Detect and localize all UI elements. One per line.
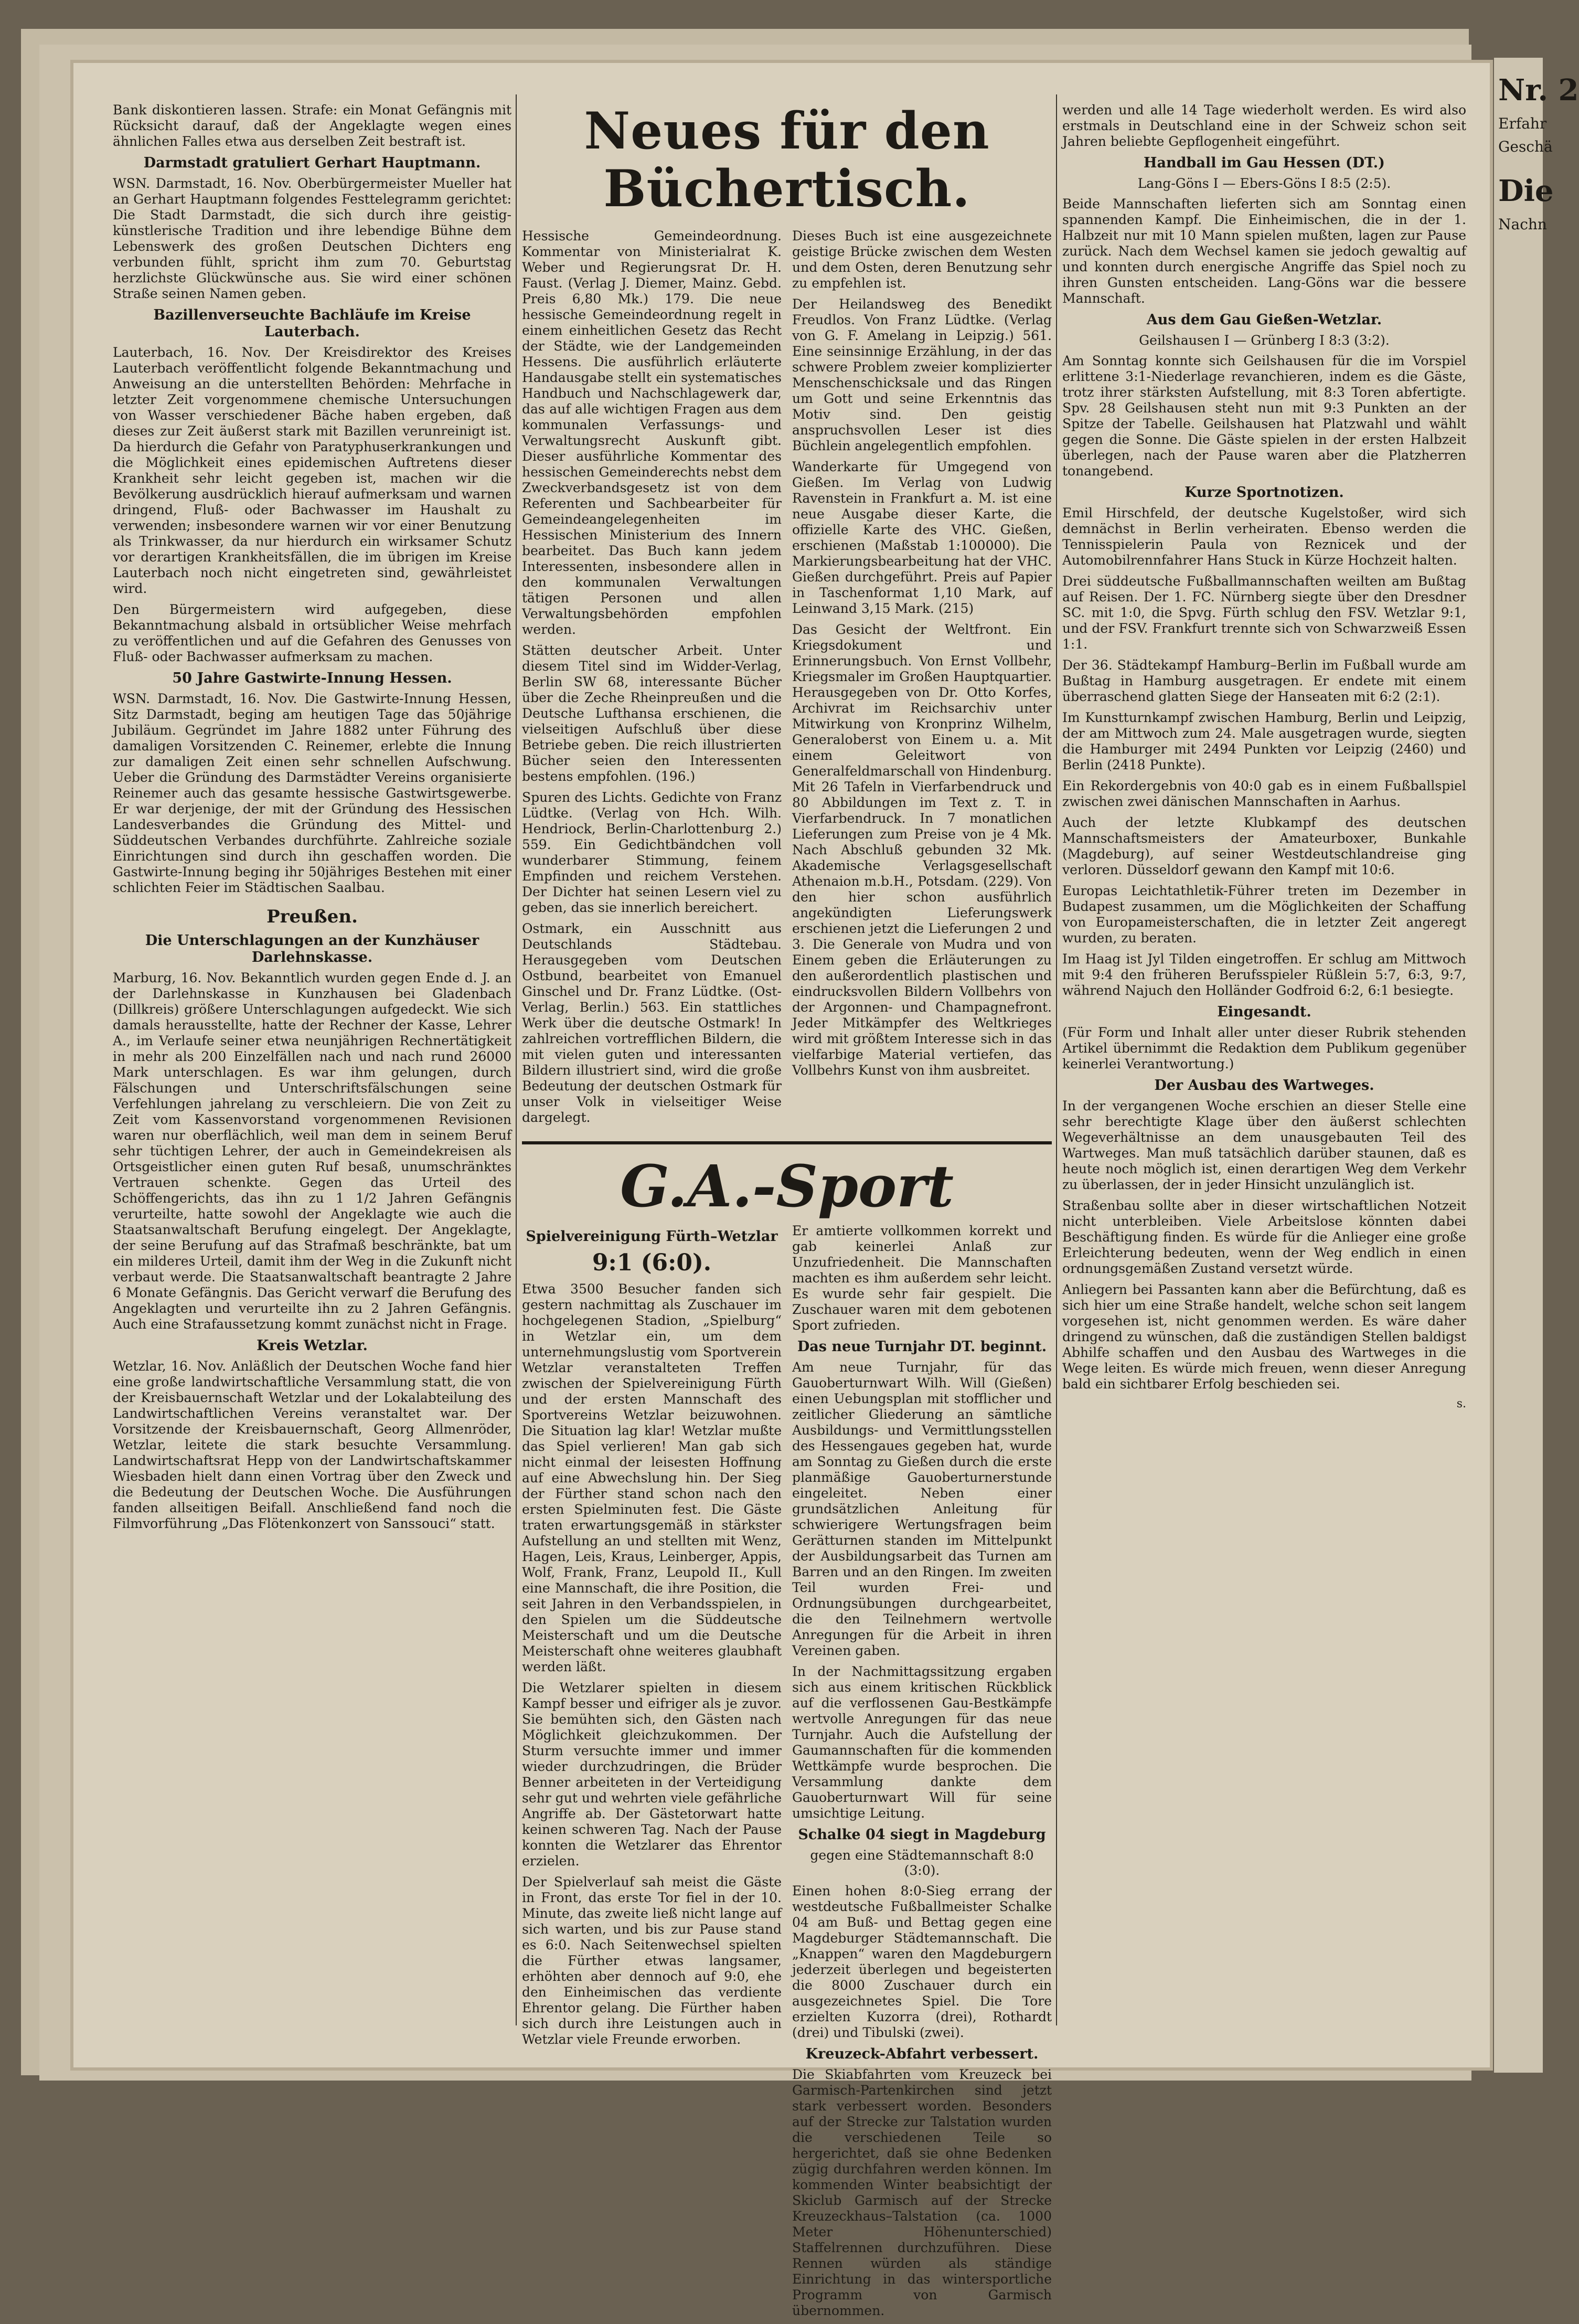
article-text: Er amtierte vollkommen korrekt und gab keinerlei Anlaß zur Unzufriedenheit. Die Mannschaften machten es ihm außerdem sehr leicht. Es wurde sehr fair gespielt. Die Zuschauer waren mit dem gebotenen Sport zufrieden. <box>792 1223 1052 1333</box>
article-heading: Spielvereinigung Fürth–Wetzlar <box>526 1228 778 1245</box>
book-review: Dieses Buch ist eine ausgezeichnete geistige Brücke zwischen dem Westen und dem Osten, deren Benutzung sehr zu empfehlen ist. <box>792 228 1052 291</box>
article-heading: Eingesandt. <box>1217 1004 1311 1020</box>
column-center <box>522 102 1052 2324</box>
sport-note: Im Kunstturnkampf zwischen Hamburg, Berlin und Leipzig, der am Mittwoch zum 24. Male ausgetragen wurde, siegten die Hamburger mit 2494 Punkten vor Leipzig (2460) und Berlin (2418 Punkte). <box>1062 710 1466 772</box>
match-result: Lang-Göns I — Ebers-Göns I 8:5 (2:5). <box>1137 176 1391 191</box>
next-page-fragment: Nachn <box>1498 216 1547 233</box>
article-text: Einen hohen 8:0-Sieg errang der westdeutsche Fußballmeister Schalke 04 am Buß- und Bettag gegen eine Magdeburger Städtemannschaft. Die „Knappen“ waren den Magdeburgern jederzeit überlegen und begeisterten die 8000 Zuschauer durch ein ausgezeichnetes Spiel. Die Tore erzielten Kuzorra (drei), Rothardt (drei) und Tibulski (zwei). <box>792 1883 1052 2040</box>
newspaper-page <box>73 63 1490 2318</box>
sport-note: Ein Rekordergebnis von 40:0 gab es in einem Fußballspiel zwischen zwei dänischen Mannschaften in Aarhus. <box>1062 778 1466 809</box>
article-heading: 50 Jahre Gastwirte-Innung Hessen. <box>172 670 452 686</box>
article-text: Am neue Turnjahr, für das Gauoberturnwart Wilh. Will (Gießen) einen Uebungsplan mit stofflicher und zeitlicher Gliederung an sämtliche Ausbildungs- und Vermittlungsstellen des Hessengaues gegeben hat, wurde am Sonntag zu Gießen durch die erste planmäßige Gauoberturnerstunde eingeleitet. Neben einer grundsätzlichen Anleitung für schwierigere Wertungsfragen beim Gerätturnen standen im Mittelpunkt der Ausbildungsarbeit das Turnen am Barren und an den Ringen. Im zweiten Teil wurden Frei- und Ordnungsübungen durchgearbeitet, die den Teilnehmern wertvolle Anregungen für die Arbeit in ihren Vereinen gaben. <box>792 1360 1052 1658</box>
match-result: gegen eine Städtemannschaft 8:0 (3:0). <box>810 1848 1034 1878</box>
editorial-note: (Für Form und Inhalt aller unter dieser Rubrik stehenden Artikel übernimmt die Redaktion dem Publikum gegenüber keinerlei Verantwortung.) <box>1062 1025 1466 1071</box>
book-review-columns <box>522 228 1052 1131</box>
next-page-fragment: Die <box>1498 174 1554 208</box>
article-text: Die Skiabfahrten vom Kreuzeck bei Garmisch-Partenkirchen sind jetzt stark verbessert worden. Besonders auf der Strecke zur Talstation wurden die verschiedenen Teile so hergerichtet, daß sie ohne Bedenken zügig durchfahren werden können. Im kommenden Winter beabsichtigt der Skiclub Garmisch auf der Strecke Kreuzeckhaus–Talstation (ca. 1000 Meter Höhenunterschied) Staffelrennen durchzuführen. Diese Rennen würden als ständige Einrichtung in das wintersportliche Programm von Garmisch übernommen. <box>792 2067 1052 2318</box>
book-review-col-b <box>792 228 1052 1131</box>
book-review: Stätten deutscher Arbeit. Unter diesem Titel sind im Widder-Verlag, Berlin SW 68, interessante Bücher über die Zeche Rheinpreußen und die Deutsche Lufthansa erschienen, die vielseitigen Aufschluß über diese Betriebe geben. Die reich illustrierten Bücher seien den Interessenten bestens empfohlen. (196.) <box>522 643 782 784</box>
sport-col-b <box>792 1223 1052 2324</box>
article-heading: Darmstadt gratuliert Gerhart Hauptmann. <box>143 155 481 171</box>
sport-note: Der 36. Städtekampf Hamburg–Berlin im Fußball wurde am Bußtag in Hamburg ausgetragen. Er endete mit einem überraschend glatten Siege der Hanseaten mit 6:2 (2:1). <box>1062 657 1466 704</box>
book-review: Das Gesicht der Weltfront. Ein Kriegsdokument und Erinnerungsbuch. Von Ernst Vollbehr, Kriegsmaler im Großen Hauptquartier. Herausgegeben von Dr. Otto Korfes, Archivrat im Reichsarchiv unter Mitwirkung von Kronprinz Wilhelm, Generaloberst von Einem u. a. Mit einem Geleitwort von Generalfeldmarschall von Hindenburg. Mit 26 Tafeln in Vierfarbendruck und 80 Abbildungen im Text z. T. in Vierfarbendruck. In 7 monatlichen Lieferungen zum Preise von je 4 Mk. Nach Abschluß gebunden 32 Mk. Akademische Verlagsgesellschaft Athenaion m.b.H., Potsdam. (229). Von den hier schon ausführlich angekündigten Lieferungswerk erschienen jetzt die Lieferungen 2 und 3. Die Generale von Mudra und von Einem geben die Erläuterungen zu den außerordentlich plastischen und eindrucksvollen Bildern Vollbehrs von der Argonnen- und Champagnefront. Jeder Mitkämpfer des Weltkrieges wird mit größtem Interesse sich in das vielfarbige Material vertiefen, das Vollbehrs Kunst von ihm ausbreitet. <box>792 622 1052 1078</box>
sport-note: Europas Leichtathletik-Führer treten im Dezember in Budapest zusammen, um die Möglichkeiten der Schaffung von Europameisterschaften, die in letzter Zeit angeregt wurden, zu beraten. <box>1062 883 1466 946</box>
article-text: In der Nachmittagssitzung ergaben sich aus einem kritischen Rückblick auf die verflossenen Gau-Bestkämpfe wertvolle Anregungen für das neue Turnjahr. Auch die Aufstellung der Gaumannschaften für die kommenden Wettkämpfe wurde besprochen. Die Versammlung dankte dem Gauoberturnwart Will für seine umsichtige Leitung. <box>792 1664 1052 1821</box>
match-result: 9:1 (6:0). <box>592 1249 712 1276</box>
article-text: Der Spielverlauf sah meist die Gäste in Front, das erste Tor fiel in der 10. Minute, das zweite ließ nicht lange auf sich warten, und bis zur Pause stand es 6:0. Nach Seitenwechsel spielten die Fürther etwas langsamer, erhöhten aber dennoch auf 9:0, ehe den Einheimischen das verdiente Ehrentor gelang. Die Fürther haben sich durch ihre Leistungen auch in Wetzlar viele Freunde erworben. <box>522 1874 782 2047</box>
article-text: Bank diskontieren lassen. Strafe: ein Monat Gefängnis mit Rücksicht darauf, daß der Angeklagte wegen eines ähnlichen Falles etwa aus derselben Zeit bestraft ist. <box>113 102 511 149</box>
sport-note: Im Haag ist Jyl Tilden eingetroffen. Er schlug am Mittwoch mit 9:4 den früheren Berufsspieler Rüßlein 5:7, 6:3, 9:7, während Najuch den Holländer Godfroid 6:2, 6:1 besiegte. <box>1062 951 1466 998</box>
sport-columns <box>522 1223 1052 2324</box>
next-page-fragment: Nr. 2 <box>1498 73 1579 108</box>
next-page-fragment: Geschä <box>1498 138 1553 155</box>
book-review: Der Heilandsweg des Benedikt Freudlos. Von Franz Lüdtke. (Verlag von G. F. Amelang in Leipzig.) 561. Eine seinsinnige Erzählung, in der das schwere Problem zweier komplizierter Menschenschicksale und das Ringen um Gott und seine Erkenntnis das Motiv sind. Den geistig anspruchsvollen Leser ist dies Büchlein angelegentlich empfohlen. <box>792 296 1052 453</box>
article-heading: Handball im Gau Hessen (DT.) <box>1144 155 1385 171</box>
column-right <box>1062 102 1466 1410</box>
book-review: Wanderkarte für Umgegend von Gießen. Im Verlag von Ludwig Ravenstein in Frankfurt a. M. ist eine neue Ausgabe dieser Karte, die offizielle Karte des VHC. Gießen, erschienen (Maßstab 1:100000). Die Markierungsbearbeitung hat der VHC. Gießen durchgeführt. Preis auf Papier in Taschenformat 1,10 Mark, auf Leinwand 3,15 Mark. (215) <box>792 459 1052 616</box>
sport-note: Drei süddeutsche Fußballmannschaften weilten am Bußtag auf Reisen. Der 1. FC. Nürnberg siegte über den Dresdner SC. mit 1:0, die Spvg. Fürth schlug den FSV. Wetzlar 9:1, und der FSV. Frankfurt trennte sich von Schwarzweiß Essen 1:1. <box>1062 574 1466 652</box>
article-heading: Bazillenverseuchte Bachläufe im Kreise Lauterbach. <box>153 307 471 340</box>
book-review: Ostmark, ein Ausschnitt aus Deutschlands Städtebau. Herausgegeben vom Deutschen Ostbund, bearbeitet von Emanuel Ginschel und Dr. Franz Lüdtke. (Ost-Verlag, Berlin.) 563. Ein stattliches Werk über die deutsche Ostmark! In zahlreichen vortrefflichen Bildern, die mit vielen guten und interessanten Bildern illustriert sind, wird die große Bedeutung der deutschen Ostmark für unser Volk in vielseitiger Weise dargelegt. <box>522 921 782 1125</box>
book-review: Hessische Gemeindeordnung. Kommentar von Ministerialrat K. Weber und Regierungsrat Dr. H. Faust. (Verlag J. Diemer, Mainz. Gebd. Preis 6,80 Mk.) 179. Die neue hessische Gemeindeordnung regelt in einem einheitlichen Gesetz das Recht der Städte, wie der Landgemeinden Hessens. Die ausführlich erläuterte Handausgabe stellt ein systematisches Handbuch und Nachschlagewerk dar, das auf alle wichtigen Fragen aus dem kommunalen Verfassungs- und Verwaltungsrecht Auskunft gibt. Dieser ausführliche Kommentar des hessischen Gemeinderechts nebst dem Zweckverbandsgesetz ist von dem Referenten und Sachbearbeiter für Gemeindeangelegenheiten im Hessischen Ministerium des Innern bearbeitet. Das Buch kann jedem Interessenten, insbesondere allen in den kommunalen Verwaltungen tätigen Personen und allen Verwaltungsbehörden empfohlen werden. <box>522 228 782 637</box>
column-left <box>113 102 511 1537</box>
article-heading: Die Unterschlagungen an der Kunzhäuser Darlehnskasse. <box>145 932 479 965</box>
sport-note: Emil Hirschfeld, der deutsche Kugelstoßer, wird sich demnächst in Berlin verheiraten. Ebenso werden die Tennisspielerin Paula von Reznicek und der Automobilrennfahrer Hans Stuck in Kürze Hochzeit halten. <box>1062 505 1466 568</box>
book-review: Spuren des Lichts. Gedichte von Franz Lüdtke. (Verlag von Hch. Wilh. Hendriock, Berlin-Charlottenburg 2.) 559. Ein Gedichtbändchen voll wunderbarer Stimmung, feinem Empfinden und reichem Verstehen. Der Dichter hat seinen Lesern viel zu geben, das sie innerlich bereichert. <box>522 790 782 915</box>
article-text: In der vergangenen Woche erschien an dieser Stelle eine sehr berechtigte Klage über den äußerst schlechten Wegeverhältnisse an dem unausgebauten Teil des Wartweges. Man muß tatsächlich darüber staunen, daß es heute noch möglich ist, einen derartigen Weg dem Verkehr zu überlassen, der in jeder Hinsicht unzulänglich ist. <box>1062 1098 1466 1192</box>
article-text: Die Wetzlarer spielten in diesem Kampf besser und eifriger als je zuvor. Sie bemühten sich, den Gästen nach Möglichkeit gleichzukommen. Der Sturm versuchte immer und immer wieder durchzudringen, die Brüder Benner arbeiteten in der Verteidigung sehr gut und wehrten viele gefährliche Angriffe ab. Der Gästetorwart hatte keinen schweren Tag. Nach der Pause konnten die Wetzlarer das Ehrentor erzielen. <box>522 1680 782 1869</box>
article-text: Anliegern bei Passanten kann aber die Befürchtung, daß es sich hier um eine Straße handelt, welche schon seit langem vorgesehen ist, nicht genommen werden. Es wäre daher dringend zu wünschen, daß die zuständigen Stellen baldigst Abhilfe schaffen und den Ausbau des Wartweges in die Wege leiten. Es würde mich freuen, wenn dieser Anregung bald ein sichtbarer Erfolg beschieden sei. <box>1062 1282 1466 1392</box>
article-heading: Schalke 04 siegt in Magdeburg <box>798 1827 1046 1843</box>
article-heading: Das neue Turnjahr DT. beginnt. <box>797 1339 1047 1355</box>
next-page-fragment: Erfahr <box>1498 115 1547 132</box>
article-heading: Kurze Sportnotizen. <box>1185 484 1344 501</box>
article-text: werden und alle 14 Tage wiederholt werden. Es wird also erstmals in Deutschland eine in der Schweiz schon seit Jahren beliebte Gepflogenheit eingeführt. <box>1062 102 1466 149</box>
column-rule <box>1056 94 1057 2025</box>
section-heading: Preußen. <box>266 906 358 927</box>
sport-col-a <box>522 1223 782 2324</box>
column-rule <box>516 94 517 2025</box>
article-text: Wetzlar, 16. Nov. Anläßlich der Deutschen Woche fand hier eine große landwirtschaftliche Versammlung statt, die von der Kreisbauernschaft Wetzlar und der Lokalabteilung des Landwirtschaftlichen Vereins veranstaltet war. Der Vorsitzende der Kreisbauernschaft, Georg Allmenröder, Wetzlar, leitete die stark besuchte Versammlung. Landwirtschaftsrat Hepp von der Landwirtschaftskammer Wiesbaden hielt dann einen Vortrag über den Zweck und die Bedeutung der Deutschen Woche. Die Ausführungen fanden allseitigen Beifall. Anschließend fand noch die Filmvorführung „Das Flötenkonzert von Sanssouci“ statt. <box>113 1359 511 1531</box>
article-heading: Aus dem Gau Gießen-Wetzlar. <box>1146 312 1382 328</box>
page-title: Neues für den Büchertisch. <box>584 101 990 218</box>
article-text: Lauterbach, 16. Nov. Der Kreisdirektor des Kreises Lauterbach veröffentlicht folgende Bekanntmachung und Anweisung an die unterstellten Behörden: Mehrfache in letzter Zeit vorgenommene chemische Untersuchungen von Wasser verschiedener Bäche haben ergeben, daß dieses zur Zeit äußerst stark mit Bazillen verunreinigt ist. Da hierdurch die Gefahr von Paratyphuserkrankungen und die Möglichkeit eines epidemischen Auftretens dieser Krankheit sehr leicht gegeben ist, machen wir die Bevölkerung ausdrücklich hierauf aufmerksam und warnen dringend, Fluß- oder Bachwasser im Haushalt zu verwenden; insbesondere warnen wir vor einer Benutzung als Trinkwasser, da nur hierdurch ein wirksamer Schutz vor derartigen Krankheitsfällen, die im übrigen im Kreise Lauterbach noch nicht eingetreten sind, gewährleistet wird. <box>113 345 511 596</box>
author-signature: s. <box>1456 1397 1466 1410</box>
sport-section-title: G.A.-Sport <box>522 1141 1052 1218</box>
match-result: Geilshausen I — Grünberg I 8:3 (3:2). <box>1139 333 1390 348</box>
article-heading: Kreis Wetzlar. <box>257 1338 368 1354</box>
article-heading: Der Ausbau des Wartweges. <box>1154 1077 1374 1094</box>
article-text: Am Sonntag konnte sich Geilshausen für die im Vorspiel erlittene 3:1-Niederlage revanchieren, indem es die Gäste, trotz ihrer stärksten Aufstellung, mit 8:3 Toren abfertigte. Spv. 28 Geilshausen steht nun mit 9:3 Punkten an der Spitze der Tabelle. Geilshausen hat Platzwahl und wählt gegen die Sonne. Die Gäste spielen in der ersten Halbzeit überlegen, nach der Pause waren aber die Platzherren tonangebend. <box>1062 353 1466 479</box>
article-text: Marburg, 16. Nov. Bekanntlich wurden gegen Ende d. J. an der Darlehnskasse in Kunzhausen bei Gladenbach (Dillkreis) größere Unterschlagungen aufgedeckt. Wie sich damals herausstellte, hatte der Rechner der Kasse, Lehrer A., im Verlaufe seiner etwa neunjährigen Rechnertätigkeit in mehr als 200 Einzelfällen nach und nach rund 26000 Mark unterschlagen. Es war ihm gelungen, durch Fälschungen und Unterschriftsfälschungen seine Verfehlungen jahrelang zu verschleiern. Die von Zeit zu Zeit vom Kassenvorstand vorgenommenen Revisionen waren nur oberflächlich, weil man dem in seinem Beruf sehr tüchtigen Lehrer, der auch in Gemeindekreisen als Ortsgeistlicher einen guten Ruf besaß, unumschränktes Vertrauen schenkte. Gegen das Urteil des Schöffengerichts, das ihn zu 1 1/2 Jahren Gefängnis verurteilte, hatte sowohl der Angeklagte wie auch die Staatsanwaltschaft Berufung eingelegt. Der Angeklagte, der seine Berufung auf das Strafmaß beschränkte, bat um ein milderes Urteil, damit ihm der Weg in die Zukunft nicht verbaut werde. Die Staatsanwaltschaft beantragte 2 Jahre 6 Monate Gefängnis. Das Gericht verwarf die Berufung des Angeklagten und verurteilte ihn zu 2 Jahren Gefängnis. Auch eine Strafaussetzung kommt zunächst nicht in Frage. <box>113 970 511 1332</box>
sport-note: Auch der letzte Klubkampf des deutschen Mannschaftsmeisters der Amateurboxer, Bunkahle (Magdeburg), auf seiner Westdeutschlandreise ging verloren. Düsseldorf gewann den Kampf mit 10:6. <box>1062 815 1466 877</box>
article-heading: Kreuzeck-Abfahrt verbessert. <box>805 2046 1039 2062</box>
article-text: Beide Mannschaften lieferten sich am Sonntag einen spannenden Kampf. Die Einheimischen, die in der 1. Halbzeit nur mit 10 Mann spielen mußten, lagen zur Pause zurück. Nach dem Wechsel kamen sie jedoch gewaltig auf und konnten durch energische Angriffe das Spiel noch zu ihren Gunsten entscheiden. Lang-Göns war die bessere Mannschaft. <box>1062 196 1466 306</box>
next-page-edge <box>1494 58 1579 2073</box>
article-text: WSN. Darmstadt, 16. Nov. Die Gastwirte-Innung Hessen, Sitz Darmstadt, beging am heutigen Tage das 50jährige Jubiläum. Gegründet im Jahre 1882 unter Führung des damaligen Vorsitzenden C. Reinemer, erlebte die Innung zur damaligen Zeit einen sehr schnellen Aufschwung. Ueber die Gründung des Darmstädter Vereins organisierte Reinemer auch das gesamte hessische Gastwirtsgewerbe. Er war derjenige, der mit der Gründung des Hessischen Landesverbandes die Gründung des Mittel- und Süddeutschen Verbandes durchführte. Zahlreiche soziale Einrichtungen sind durch ihn geschaffen worden. Die Gastwirte-Innung beging ihr 50jähriges Bestehen mit einer schlichten Feier im Städtischen Saalbau. <box>113 691 511 895</box>
article-text: Den Bürgermeistern wird aufgegeben, diese Bekanntmachung alsbald in ortsüblicher Weise mehrfach zu veröffentlichen und auf die Gefahren des Genusses von Fluß- oder Bachwasser aufmerksam zu machen. <box>113 602 511 664</box>
book-review-col-a <box>522 228 782 1131</box>
article-text: WSN. Darmstadt, 16. Nov. Oberbürgermeister Mueller hat an Gerhart Hauptmann folgendes Festtelegramm gerichtet: Die Stadt Darmstadt, die sich durch ihre geistig-künstlerische Tradition und ihre lebendige Bühne dem Lebenswerk des großen Deutschen Dichters eng verbunden fühlt, spricht ihm zum 70. Geburtstag herzlichste Glückwünsche aus. Sie wird einer schönen Straße seinen Namen geben. <box>113 176 511 301</box>
article-text: Etwa 3500 Besucher fanden sich gestern nachmittag als Zuschauer im hochgelegenen Stadion, „Spielburg“ in Wetzlar ein, um dem unternehmungslustig vom Sportverein Wetzlar veranstalteten Treffen zwischen der Spielvereinigung Fürth und der ersten Mannschaft des Sportvereins Wetzlar beizuwohnen. Die Situation lag klar! Wetzlar mußte das Spiel verlieren! Man gab sich nicht einmal der leisesten Hoffnung auf eine Abwechslung hin. Der Sieg der Fürther stand schon nach den ersten Spielminuten fest. Die Gäste traten erwartungsgemäß in stärkster Aufstellung an und stellten mit Wenz, Hagen, Leis, Kraus, Leinberger, Appis, Wolf, Frank, Franz, Leupold II., Kull eine Mannschaft, die ihre Position, die seit Jahren in den Verbandsspielen, in den Spielen um die Süddeutsche Meisterschaft und um die Deutsche Meisterschaft ohne weiteres glaubhaft werden läßt. <box>522 1281 782 1674</box>
article-text: Straßenbau sollte aber in dieser wirtschaftlichen Notzeit nicht unterbleiben. Viele Arbeitslose könnten dabei Beschäftigung finden. Es würde für die Anlieger eine große Erleichterung bedeuten, wenn der Weg endlich in einen ordnungsgemäßen Zustand versetzt würde. <box>1062 1198 1466 1276</box>
